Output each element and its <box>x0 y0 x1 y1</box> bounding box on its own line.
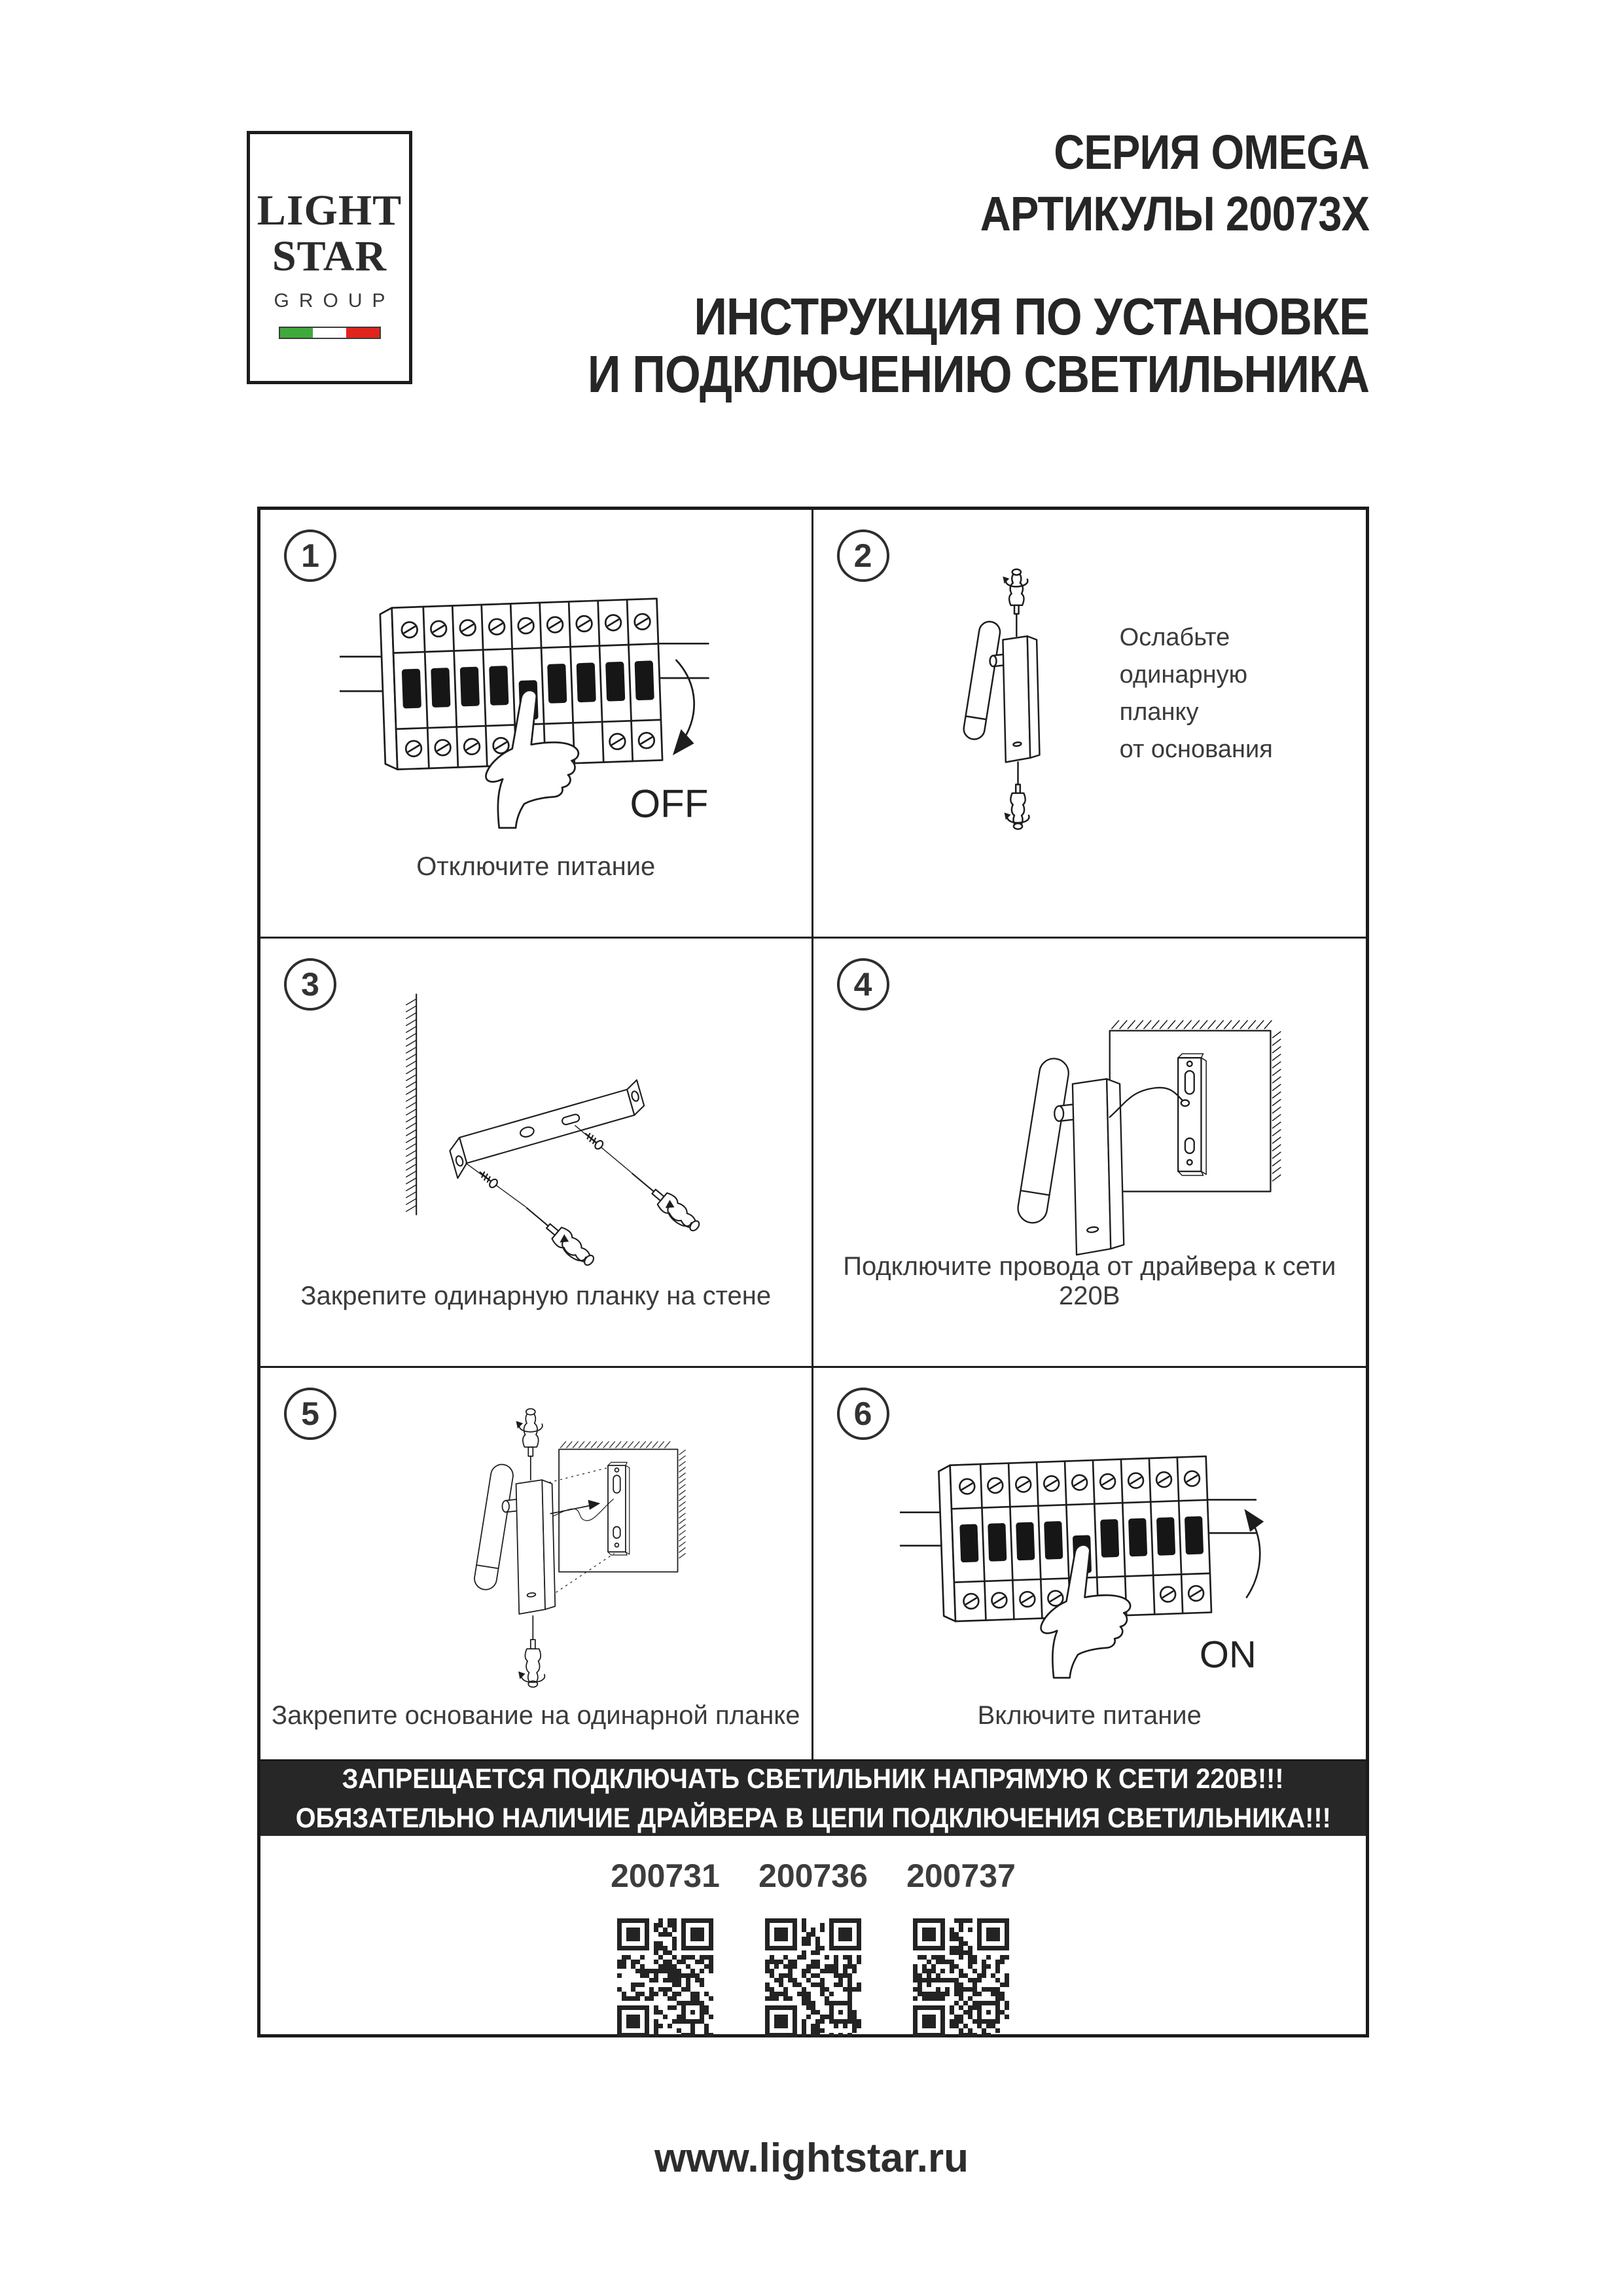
step-caption: Закрепите одинарную планку на стене <box>300 1282 772 1310</box>
article-qr-section <box>260 1836 1366 2037</box>
product-block <box>758 1857 869 2037</box>
logo-word-group: GROUP <box>274 290 395 312</box>
step-cell-4 <box>813 939 1366 1368</box>
step-cell-5 <box>260 1368 813 1761</box>
step-caption: Подключите провода от драйвера к сети 220В <box>843 1252 1336 1310</box>
qr-code <box>617 1918 713 2037</box>
logo-word-star: STAR <box>272 232 387 280</box>
warning-line-1: ЗАПРЕЩАЕТСЯ ПОДКЛЮЧАТЬ СВЕТИЛЬНИК НАПРЯМУЮ К СЕТИ 220В!!! <box>342 1763 1284 1795</box>
step-number: 3 <box>301 966 319 1003</box>
fix-base-illustration <box>280 1406 792 1691</box>
connect-wires-illustration <box>833 977 1347 1269</box>
article-number: 200736 <box>758 1857 868 1894</box>
flag-white-stripe <box>313 328 346 338</box>
product-block <box>610 1857 721 2037</box>
step-number: 4 <box>853 966 872 1003</box>
lightstar-logo <box>247 131 412 384</box>
qr-code <box>913 1918 1009 2037</box>
qr-code <box>765 1918 861 2037</box>
warning-bar <box>260 1761 1366 1836</box>
step-number: 1 <box>301 537 319 574</box>
breaker-off-illustration <box>280 548 792 840</box>
step-number: 5 <box>301 1395 319 1432</box>
logo-word-light: LIGHT <box>257 187 402 234</box>
step-caption: Отключите питание <box>416 852 656 881</box>
step-side-text: Ослабьте одинарную планку от основания <box>1119 624 1273 763</box>
mount-bracket-illustration <box>280 977 792 1269</box>
italian-flag-bar <box>279 327 381 339</box>
step-cell-6 <box>813 1368 1366 1761</box>
breaker-on-illustration <box>833 1406 1347 1691</box>
flag-red-stripe <box>346 328 380 338</box>
step-number: 6 <box>853 1395 872 1432</box>
series-articles: АРТИКУЛЫ 20073Х <box>980 187 1369 241</box>
step-caption: Закрепите основание на одинарной планке <box>272 1701 800 1730</box>
header-titles <box>481 122 1369 403</box>
loosen-plate-illustration <box>833 548 1347 840</box>
product-block <box>906 1857 1017 2037</box>
step-cell-3 <box>260 939 813 1368</box>
on-label: ON <box>1200 1634 1257 1676</box>
article-number: 200737 <box>906 1857 1016 1894</box>
step-cell-2 <box>813 510 1366 939</box>
series-name: СЕРИЯ OMEGA <box>1054 125 1369 179</box>
page-title-line1: ИНСТРУКЦИЯ ПО УСТАНОВКЕ <box>694 287 1369 346</box>
website-url: www.lightstar.ru <box>654 2136 969 2181</box>
page-title-line2: И ПОДКЛЮЧЕНИЮ СВЕТИЛЬНИКА <box>587 345 1369 403</box>
article-number: 200731 <box>611 1857 720 1894</box>
flag-green-stripe <box>280 328 313 338</box>
step-cell-1 <box>260 510 813 939</box>
instruction-grid <box>257 507 1369 2037</box>
step-caption: Включите питание <box>977 1701 1202 1730</box>
step-number: 2 <box>853 537 872 574</box>
warning-line-2: ОБЯЗАТЕЛЬНО НАЛИЧИЕ ДРАЙВЕРА В ЦЕПИ ПОДКЛЮЧЕНИЯ СВЕТИЛЬНИКА!!! <box>295 1803 1331 1834</box>
off-label: OFF <box>630 781 709 825</box>
